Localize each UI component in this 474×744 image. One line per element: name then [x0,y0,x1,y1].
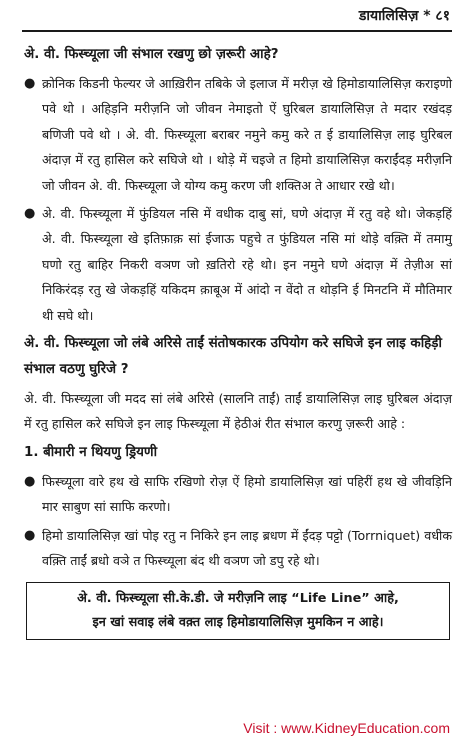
bullet-dot-icon: ● [24,206,36,222]
bullet-dot-icon: ● [24,473,36,489]
footer-website-link[interactable]: Visit : www.KidneyEducation.com [243,720,450,736]
callout-box [26,582,450,640]
bullet-text: अे. वी. फिस्च्यूला में फुंडियल नसि में वधीक दाबु सां, घणे अंदाज़ में रतु वहे थो। जेकड़हिं अे. वी. फिस्च्यूला खे इतिफ़ाक़ सां ईजाऊ पहुचे त फुंडियल नसि मां थोड़े वक़्ति में तमामु घणो रतु बाहिर निकरी वञण जो ख़तिरो रहे थो। इन नमुने घणे अंदाज़ में तेज़ीअ सां निकिरंदड़ रतु खे जेकड़हिं यकिदम क़ाबूअ में आंदो न वेंदो त थोड़नि ई मिनटनि में मौतिमार थी सघे थो। [42,206,452,323]
callout-line-2: इन खां सवाइ लंबे वक़्त लाइ हिमोडायालिसिज़ मुमकिन न आहे। [92,614,384,630]
section-heading-3: 1. बीमारी न थियणु ड्रियणी [24,444,158,460]
page-content [24,42,452,640]
section-heading-1: अे. वी. फिस्च्यूला जी संभाल रखणु छो ज़रूरी आहे? [24,47,279,62]
bullet-item [24,201,452,328]
running-header: डायालिसिज़ * ८१ [358,8,450,24]
bullet-item [24,523,452,574]
bullet-dot-icon: ● [24,76,36,91]
bullet-item [24,469,452,520]
callout-line-1: अे. वी. फिस्च्यूला सी.के.डी. जे मरीज़नि लाइ “Life Line” आहे, [77,590,399,606]
paragraph: अे. वी. फिस्च्यूला जी मदद सां लंबे अरिसे (सालनि ताईं) ताईं डायालिसिज़ लाइ घुरिबल अंदाज़ में रतु हासिल करे सघिजे इन लाइ फिस्च्यूला में हेठीअं रीत संभाल करणु ज़रूरी आहे : [24,391,452,432]
bullet-item [24,71,452,198]
bullet-text: क्रोनिक किडनी फेल्यर जे आख़िरीन तबिके जे इलाज में मरीज़ खे हिमोडायालिसिज़ कराइणो पवे थो । अहिड़नि मरीज़नि जो जीवन नेमाइतो ऐं घुरिबल डायालिसिज़ ते मदार रखंदड़ बणिजी पवे थो । अे. वी. फिस्च्यूला बराबर नमुने कमु करे त ई डायालिसिज़ लाइ घुरिबल अंदाज़ में रतु हासिल करे सघिजे थो । थोड़े में चइजे त हिमो डायालिसिज़ कराईंदड़ मरीज़नि जो जीवन अे. वी. फिस्च्यूला जे योग्य कमु करण जी शक्तिअ ते आधार रखे थो। [42,76,452,193]
bullet-text: फिस्च्यूला वारे हथ खे साफि रखिणो रोज़ ऐं हिमो डायालिसिज़ खां पहिरीं हथ खे जीवड़िनि मार साबुण सां साफि करणो। [42,473,452,515]
section-heading-2: अे. वी. फिस्च्यूला जो लंबे अरिसे ताईं संतोषकारक उपियोग करे सघिजे इन लाइ कहिड़ी संभाल वठणु घुरिजे ? [24,336,442,378]
header-rule [22,30,452,32]
bullet-text: हिमो डायालिसिज़ खां पोइ रतु न निकिरे इन लाइ ब्रधण में ईंदड़ पट्टो (Torrniquet) वधीक वक़्ति ताईं ब्रधो वञे त फिस्च्यूला बंद थी वञण जो डपु रहे थो। [42,527,452,569]
bullet-dot-icon: ● [24,527,36,543]
